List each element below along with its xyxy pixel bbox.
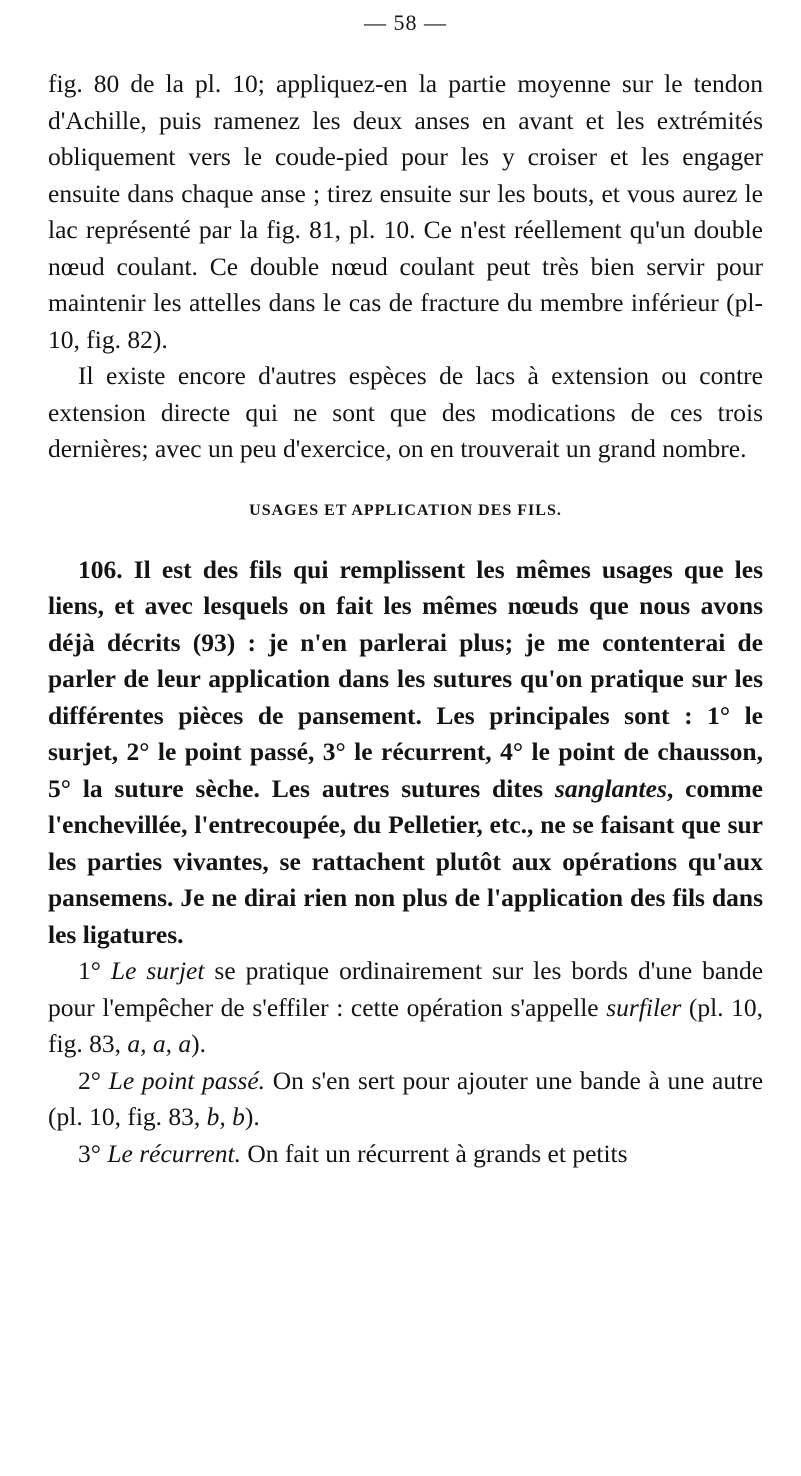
recurrent-text: On fait un récurrent à grands et petits	[247, 1138, 628, 1168]
paragraph-surjet	[48, 953, 763, 1063]
paragraph-2: Il existe encore d'autres espèces de lacs à extension ou contre extension directe qui ne sont que des modications de ces trois dernières; avec un peu d'exercice, on en trouverait un grand nombre.	[48, 361, 763, 463]
paragraph-number: 106.	[78, 554, 123, 584]
body-text	[48, 66, 763, 1172]
section-title: USAGES ET APPLICATION DES FILS.	[249, 501, 562, 519]
paragraph-106	[48, 552, 763, 954]
term-surfiler: surfiler	[606, 992, 682, 1022]
paragraph-1: fig. 80 de la pl. 10; appliquez-en la partie moyenne sur le tendon d'Achille, puis ramenez les deux anses en avant et les extrémités obliquement vers le coude-pied pour les y croiser et les engager ensuite dans chaque anse ; tirez ensuite sur les bouts, et vous aurez le lac représenté par la fig. 81, pl. 10. Ce n'est réellement qu'un double nœud coulant. Ce double nœud coulant peut très bien servir pour maintenir les attelles dans le cas de fracture du membre inférieur (pl- 10, fig. 82).	[48, 69, 763, 354]
item-number-3: 3°	[78, 1138, 101, 1168]
term-surjet: Le surjet	[110, 956, 205, 985]
paragraph-106-rest: , comme l'enchevillée, l'entrecoupée, du Pelletier, etc., ne se faisant que sur les parties vivantes, se rattachent plutôt aux opérations qu'aux pansemens. Je ne dirai rien non plus de l'application des fils dans les ligatures.	[48, 773, 764, 949]
paragraph-106-text: Il est des fils qui remplissent les mêmes usages que les liens, et avec lesquels on fait les mêmes nœuds que nous avons déjà décrits (93) : je n'en parlerai plus; je me contenterai de parler de leur application dans les sutures qu'on pratique sur les différentes pièces de pansement. Les principales sont : 1° le surjet, 2° le point passé, 3° le récurrent, 4° le point de chausson, 5° la suture sèche. Les autres sutures dites	[48, 554, 764, 803]
paragraph-recurrent	[48, 1136, 763, 1173]
item-number-2: 2°	[78, 1065, 101, 1095]
surjet-end: ).	[191, 1029, 206, 1058]
book-page	[48, 0, 763, 1476]
paragraph-point-passe	[48, 1063, 763, 1136]
point-passe-letters: b, b	[206, 1102, 245, 1131]
term-sanglantes: sanglantes	[554, 773, 667, 803]
item-number-1: 1°	[78, 956, 101, 985]
surjet-text: se pratique ordinairement sur les bords d'une bande pour l'empêcher de s'effiler : cette opération s'appelle	[48, 956, 764, 1022]
surjet-ref: (pl. 10, fig. 83,	[48, 992, 764, 1058]
surjet-letters: a, a, a	[127, 1029, 192, 1058]
point-passe-end: ).	[244, 1102, 260, 1131]
page-number: — 58 —	[364, 10, 447, 35]
point-passe-text: On s'en sert pour ajouter une bande à une autre (pl. 10, fig. 83,	[48, 1065, 764, 1131]
term-point-passe: Le point passé.	[108, 1065, 266, 1095]
term-recurrent: Le récurrent.	[107, 1138, 241, 1168]
